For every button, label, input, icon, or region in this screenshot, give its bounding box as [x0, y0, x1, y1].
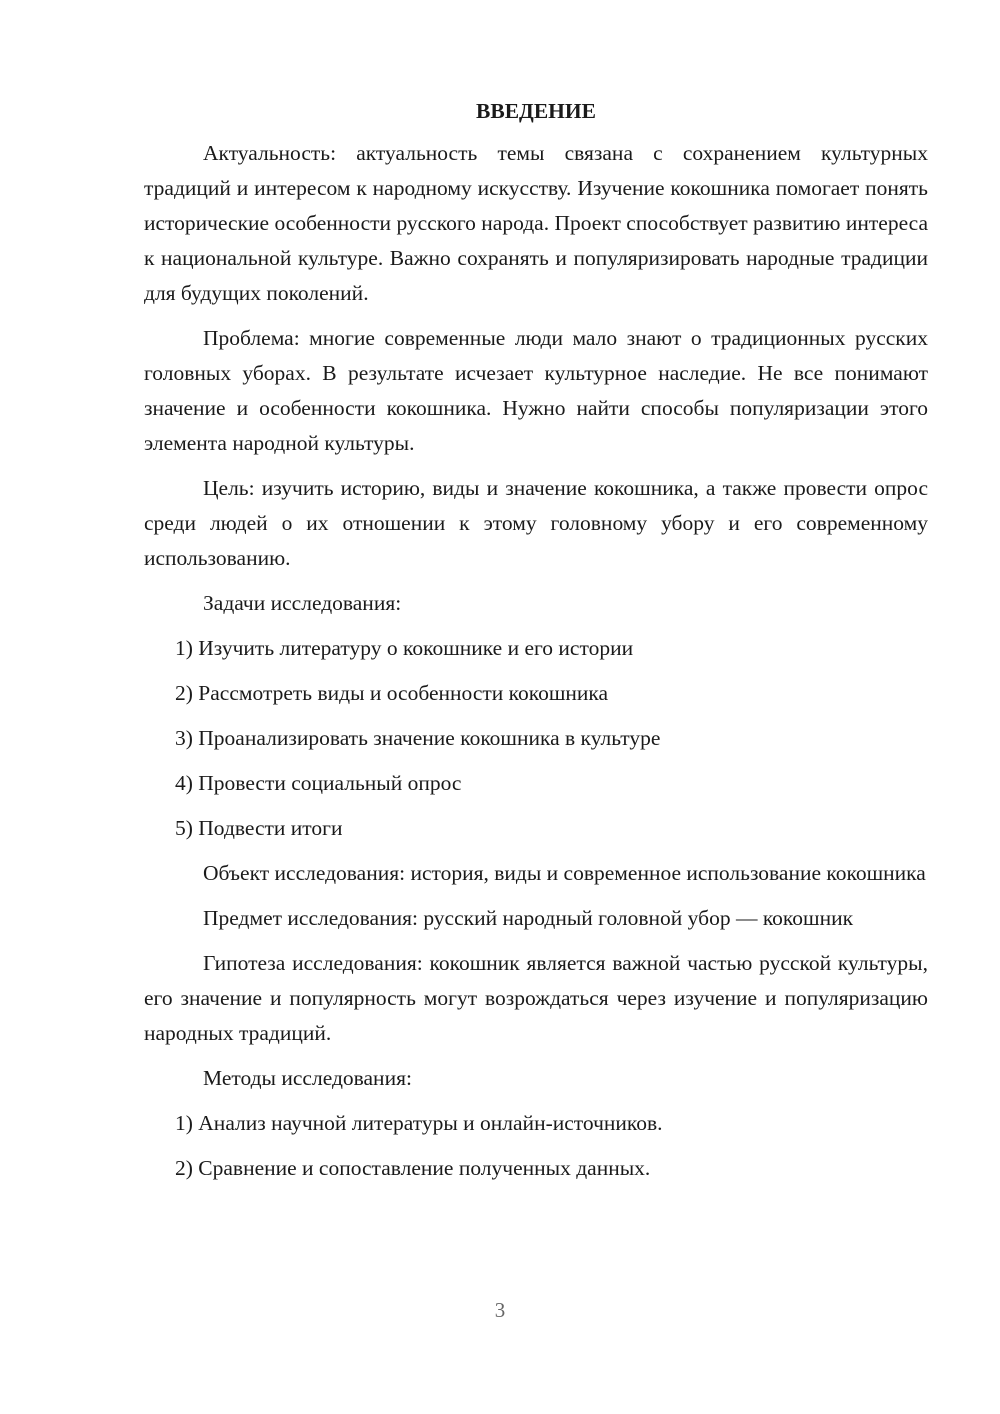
section-title: ВВЕДЕНИЕ: [476, 99, 596, 123]
problem-paragraph: Проблема: многие современные люди мало знают о традиционных русских головных уборах. В результате исчезает культурное наследие. Не все понимают значение и особенности кокошника. Нужно найти способы популяризации этого элемента народной культуры.: [144, 326, 928, 455]
tasks-label: Задачи исследования:: [203, 591, 402, 615]
list-item: 1) Анализ научной литературы и онлайн-источников.: [175, 1111, 663, 1135]
page-number: 3: [494, 1298, 506, 1322]
list-item: 1) Изучить литературу о кокошнике и его истории: [175, 636, 634, 660]
list-item: 3) Проанализировать значение кокошника в культуре: [175, 726, 661, 750]
list-item: 4) Провести социальный опрос: [175, 771, 462, 795]
goal-paragraph: Цель: изучить историю, виды и значение кокошника, а также провести опрос среди людей о их отношении к этому головному убору и его современному использованию.: [144, 476, 928, 570]
relevance-paragraph: Актуальность: актуальность темы связана с сохранением культурных традиций и интересом к народному искусству. Изучение кокошника помогает понять исторические особенности русского народа. Проект способствует развитию интереса к национальной культуре. Важно сохранять и популяризировать народные традиции для будущих поколений.: [144, 141, 928, 305]
list-item: 5) Подвести итоги: [175, 816, 343, 840]
document-page: [144, 96, 928, 1196]
object-paragraph: Объект исследования: история, виды и современное использование кокошника: [203, 861, 926, 885]
methods-label: Методы исследования:: [203, 1066, 412, 1090]
subject-paragraph: Предмет исследования: русский народный головной убор — кокошник: [203, 906, 854, 930]
list-item: 2) Рассмотреть виды и особенности кокошника: [175, 681, 609, 705]
tasks-list: [144, 631, 928, 846]
hypothesis-paragraph: Гипотеза исследования: кокошник является важной частью русской культуры, его значение и популярность могут возрождаться через изучение и популяризацию народных традиций.: [144, 951, 928, 1045]
list-item: 2) Сравнение и сопоставление полученных данных.: [175, 1156, 651, 1180]
methods-list: [144, 1106, 928, 1186]
